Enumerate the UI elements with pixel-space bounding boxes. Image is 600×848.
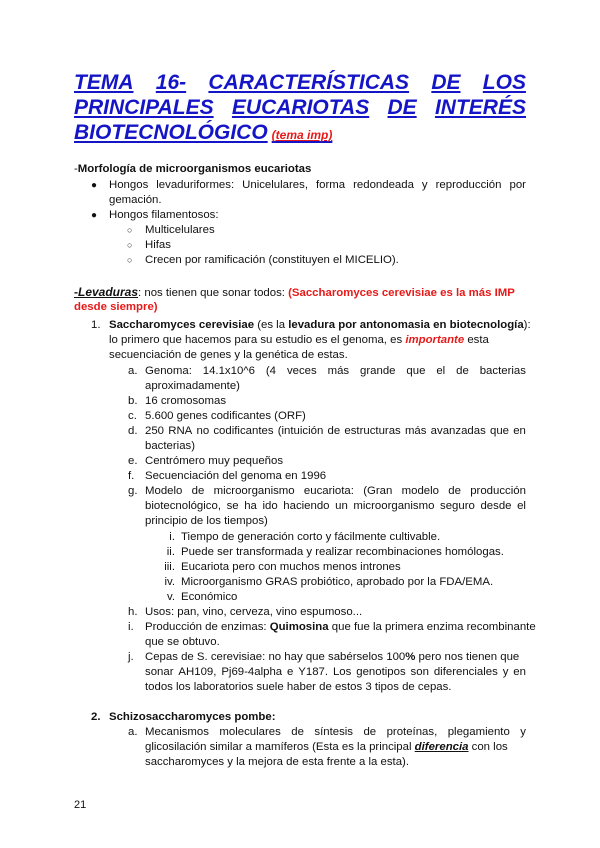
word: de (291, 726, 304, 738)
word: de (456, 365, 469, 377)
bullet-marker: ● (91, 210, 98, 221)
word: (intuición (277, 425, 324, 437)
word: bacterias (479, 365, 526, 377)
roman-marker: v. (166, 591, 175, 603)
text: pero nos tienen que (415, 651, 520, 663)
circle-marker: ○ (127, 255, 133, 265)
important-note: (Saccharomyces cerevisiae es la más IMP (288, 287, 515, 299)
page-title (74, 70, 526, 148)
word: de (191, 485, 205, 497)
item-g-line1 (145, 484, 526, 499)
item-g-line3: principio de los tiempos) (145, 515, 268, 527)
word: más (327, 365, 350, 377)
item2-a-line3: saccharomyces y la mejora de esta frente a la esta). (145, 756, 410, 768)
word: eucariota: (303, 485, 354, 497)
list-number: 2. (91, 711, 101, 723)
letter-marker: j. (128, 651, 134, 663)
word: en (513, 425, 526, 437)
word: se (226, 500, 239, 512)
bullet-yeast-like-line2: gemación. (109, 194, 162, 206)
word: Genoma: (145, 365, 192, 377)
item-a-line2: aproximadamente) (145, 380, 240, 392)
word: AH109, (178, 666, 217, 678)
word: son (410, 666, 429, 678)
letter-marker: c. (128, 410, 137, 422)
item-a-line1 (145, 364, 526, 379)
word: seguro (440, 500, 475, 512)
roman-marker: ii. (166, 546, 175, 558)
word: reproducción (435, 179, 502, 191)
item-i-line2: que se obtuvo. (145, 636, 220, 648)
item-g-line2 (145, 499, 526, 514)
title-line-3 (74, 120, 526, 148)
word: genotipos (356, 666, 406, 678)
word: Y187. (298, 666, 329, 678)
item1-line2 (109, 333, 489, 348)
letter-marker: d. (128, 425, 138, 437)
text: glicosilación similar a mamíferos (Esta es la principal (145, 741, 415, 753)
word: de (448, 485, 461, 497)
word: proteínas, (386, 726, 438, 738)
word: producción (470, 485, 526, 497)
word: un (335, 500, 348, 512)
title-word: DE (431, 71, 461, 94)
word: diferenciales (433, 666, 498, 678)
word: modelo (401, 485, 439, 497)
circle-marker: ○ (127, 225, 133, 235)
item-d-line2: bacterias) (145, 440, 196, 452)
roman-item: Eucariota pero con muchos menos intrones (181, 561, 401, 573)
heading-text: Morfología de microorganismos eucariotas (77, 163, 312, 175)
list-number: 1. (91, 319, 101, 331)
item-h: Usos: pan, vino, cerveza, vino espumoso... (145, 606, 363, 618)
word: Mecanismos (145, 726, 209, 738)
item-i-line1 (145, 620, 536, 635)
item-e: Centrómero muy pequeños (145, 455, 284, 467)
word: y (421, 179, 428, 191)
word: que (489, 425, 509, 437)
title-word: DE (387, 96, 417, 119)
page-number: 21 (74, 799, 87, 811)
word: codificantes (213, 425, 274, 437)
word: RNA (168, 425, 193, 437)
word: microorganismo (213, 485, 295, 497)
morphology-heading (74, 162, 311, 177)
word: síntesis (314, 726, 354, 738)
important-note-line2: desde siempre) (74, 301, 158, 313)
roman-marker: iii. (164, 561, 175, 573)
title-word: BIOTECNOLÓGICO (74, 121, 268, 144)
word: no (196, 425, 210, 437)
species-name: Saccharomyces cerevisiae (109, 319, 255, 331)
enzyme-name: Quimosina (269, 621, 329, 633)
letter-marker: a. (128, 365, 138, 377)
word: que (406, 365, 426, 377)
word: moleculares (219, 726, 281, 738)
item2-heading: Schizosaccharomyces pombe: (109, 711, 276, 723)
title-word: PRINCIPALES (74, 96, 214, 119)
item2-a-line1 (145, 725, 526, 740)
roman-marker: iv. (164, 576, 175, 588)
colon: : (138, 287, 142, 299)
text: con los (468, 741, 508, 753)
title-word: EUCARIOTAS (231, 96, 370, 119)
percent: % (405, 651, 416, 663)
item-c: 5.600 genes codificantes (ORF) (145, 410, 306, 422)
letter-marker: i. (128, 621, 134, 633)
roman-item: Económico (181, 591, 238, 603)
word: el (436, 365, 446, 377)
word: redondeada (353, 179, 414, 191)
bullet-yeast-like-line1 (109, 178, 526, 193)
item-b: 16 cromosomas (145, 395, 227, 407)
text: que fue la primera enzima recombinante (328, 621, 536, 633)
word: estructuras (344, 425, 401, 437)
title-word: LOS (482, 71, 526, 94)
roman-item: Microorganismo GRAS probiótico, aprobado por la FDA/EMA. (181, 576, 494, 588)
word: forma (315, 179, 346, 191)
word: veces (286, 365, 317, 377)
letter-marker: e. (128, 455, 138, 467)
word: (4 (265, 365, 277, 377)
bullet-marker: ● (91, 180, 98, 191)
word: sonar (145, 666, 174, 678)
text: (es la (254, 319, 289, 331)
title-word: INTERÉS (434, 96, 526, 119)
yeasts-label: -Levaduras (74, 285, 139, 299)
roman-marker: i. (169, 531, 175, 543)
text: lo primero que hacemos para su estudio es el genoma, es (109, 334, 406, 346)
word: desde (480, 500, 512, 512)
item-j-line3: todos los laboratorios suele haber de estos 3 tipos de cepas. (145, 681, 452, 693)
letter-marker: h. (128, 606, 138, 618)
title-word: TEMA (74, 71, 134, 94)
word: 14.1x10^6 (202, 365, 255, 377)
heading-prefix: - (74, 163, 78, 175)
word: en (513, 666, 526, 678)
word: levaduriformes: (156, 179, 235, 191)
word: ido (262, 500, 278, 512)
yeasts-intro (74, 285, 515, 301)
word: Los (332, 666, 352, 678)
word: (Gran (363, 485, 393, 497)
sub-item-branching: Crecen por ramificación (constituyen el MICELIO). (145, 254, 399, 266)
word: por (509, 179, 526, 191)
emphasis: levadura por antonomasia en biotecnología (288, 319, 524, 331)
text: esta (464, 334, 489, 346)
word: avanzadas (430, 425, 486, 437)
word: Hongos (109, 179, 149, 191)
word: de (363, 726, 377, 738)
title-word: CARACTERÍSTICAS (208, 71, 410, 94)
item-j-line1 (145, 650, 519, 665)
word: ha (244, 500, 257, 512)
item1-line3: secuenciación de genes y la genética de estas. (109, 349, 348, 361)
importance-tag: (tema imp) (271, 128, 333, 142)
letter-marker: a. (128, 726, 138, 738)
word: haciendo (283, 500, 330, 512)
word: el (517, 500, 526, 512)
text: Producción de enzimas: (145, 621, 270, 633)
word: y (502, 666, 509, 678)
word: grande (360, 365, 396, 377)
letter-marker: g. (128, 485, 138, 497)
bullet-filamentous: Hongos filamentosos: (109, 209, 219, 221)
word: e (287, 666, 294, 678)
title-line-1 (74, 70, 526, 95)
text: ): (523, 319, 531, 331)
title-line-2 (74, 95, 526, 120)
important-word: importante (405, 334, 465, 346)
emphasis-word: diferencia (414, 741, 469, 753)
roman-item: Puede ser transformada y realizar recombinaciones homólogas. (181, 546, 504, 558)
letter-marker: f. (128, 470, 135, 482)
word: Unicelulares, (242, 179, 308, 191)
word: de (327, 425, 341, 437)
word: microorganismo (353, 500, 435, 512)
roman-item: Tiempo de generación corto y fácilmente cultivable. (181, 531, 441, 543)
letter-marker: b. (128, 395, 138, 407)
word: más (404, 425, 427, 437)
sub-item-hyphae: Hifas (145, 239, 171, 251)
item1-line1 (109, 318, 531, 333)
item-j-line2 (145, 665, 526, 680)
sub-item-multicellular: Multicelulares (145, 224, 215, 236)
intro-text: nos tienen que sonar todos: (141, 287, 289, 299)
item-f: Secuenciación del genoma en 1996 (145, 470, 327, 482)
item2-a-line2 (145, 740, 508, 755)
word: Pj69-4alpha (221, 666, 283, 678)
word: biotecnológico, (145, 500, 221, 512)
word: 250 (145, 425, 165, 437)
circle-marker: ○ (127, 240, 133, 250)
item-d-line1 (145, 424, 526, 439)
word: plegamiento (447, 726, 510, 738)
text: Cepas de S. cerevisiae: no hay que sabérselos 100 (145, 651, 406, 663)
word: y (520, 726, 526, 738)
word: Modelo (145, 485, 183, 497)
title-word: 16- (155, 71, 187, 94)
